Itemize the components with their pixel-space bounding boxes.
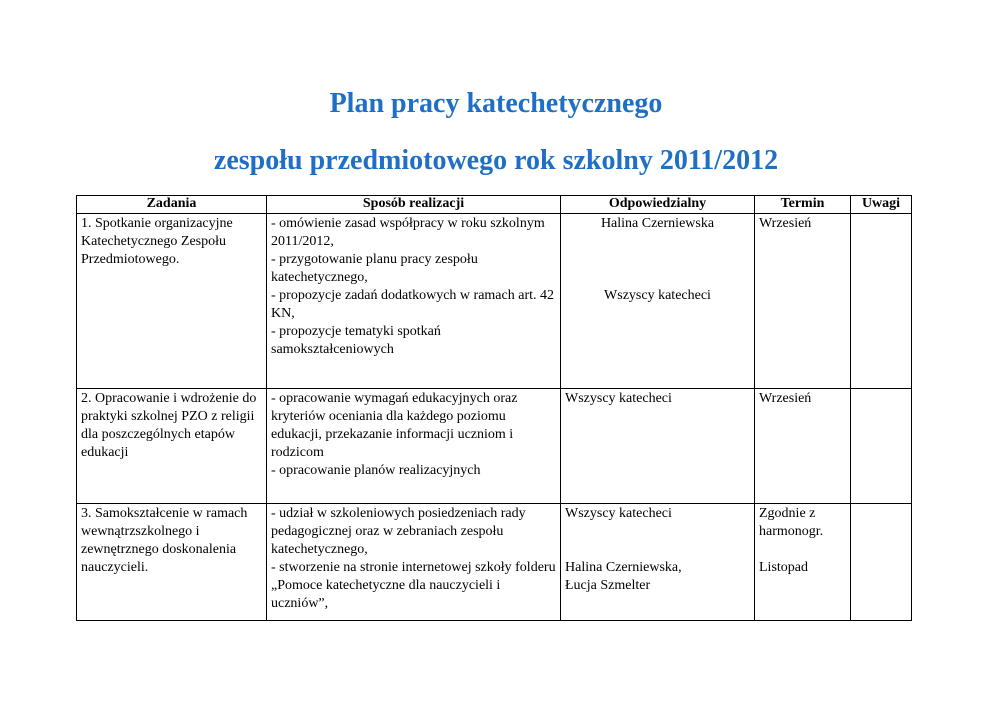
sposob-item: - opracowanie wymagań edukacyjnych oraz kryteriów oceniania dla każdego poziomu edukacji, przekazanie informacji uczniom i rodzicom <box>271 391 518 460</box>
termin-value: Listopad <box>759 560 808 575</box>
table-header-row <box>77 196 912 214</box>
header-sposob-realizacji: Sposób realizacji <box>267 196 561 214</box>
table-row <box>77 389 912 504</box>
cell-odpowiedzialny <box>561 389 755 504</box>
sposob-item: - opracowanie planów realizacyjnych <box>271 463 481 478</box>
responsible-person: Halina Czerniewska, <box>565 560 682 575</box>
document-title-line-1: Plan pracy katechetycznego <box>329 88 663 119</box>
cell-zadania: 1. Spotkanie organizacyjne Katechetycznego Zespołu Przedmiotowego. <box>77 214 267 389</box>
responsible-person: Łucja Szmelter <box>565 578 651 593</box>
sposob-item: - udział w szkoleniowych posiedzeniach rady pedagogicznej oraz w zebraniach zespołu katechetycznego, <box>271 506 526 557</box>
cell-sposob-realizacji <box>267 214 561 389</box>
sposob-item: - omówienie zasad współpracy w roku szkolnym 2011/2012, <box>271 216 545 249</box>
cell-uwagi <box>851 389 912 504</box>
cell-termin <box>755 504 851 621</box>
responsible-person: Wszyscy katecheci <box>565 391 672 406</box>
header-uwagi: Uwagi <box>851 196 912 214</box>
cell-termin <box>755 214 851 389</box>
sposob-item: - stworzenie na stronie internetowej szkoły folderu „Pomoce katechetyczne dla nauczycieli i uczniów”, <box>271 560 556 611</box>
plan-table <box>76 195 912 621</box>
sposob-item: - przygotowanie planu pracy zespołu katechetycznego, <box>271 252 478 285</box>
cell-termin <box>755 389 851 504</box>
table-row <box>77 504 912 621</box>
termin-value: Wrzesień <box>759 216 812 231</box>
cell-sposob-realizacji <box>267 389 561 504</box>
document-title-line-2: zespołu przedmiotowego rok szkolny 2011/2012 <box>213 145 779 176</box>
sposob-item: - propozycje tematyki spotkań samokształceniowych <box>271 324 441 357</box>
table-row <box>77 214 912 389</box>
termin-value: Wrzesień <box>759 391 812 406</box>
cell-uwagi <box>851 504 912 621</box>
cell-sposob-realizacji <box>267 504 561 621</box>
header-termin: Termin <box>755 196 851 214</box>
responsible-person: Wszyscy katecheci <box>604 288 711 303</box>
cell-zadania: 2. Opracowanie i wdrożenie do praktyki szkolnej PZO z religii dla poszczególnych etapów edukacji <box>77 389 267 504</box>
termin-value: Zgodnie z harmonogr. <box>759 506 824 539</box>
sposob-item: - propozycje zadań dodatkowych w ramach art. 42 KN, <box>271 288 554 321</box>
header-zadania: Zadania <box>77 196 267 214</box>
cell-zadania: 3. Samokształcenie w ramach wewnątrzszkolnego i zewnętrznego doskonalenia nauczycieli. <box>77 504 267 621</box>
responsible-person: Halina Czerniewska <box>600 216 715 231</box>
cell-odpowiedzialny <box>561 504 755 621</box>
responsible-person: Wszyscy katecheci <box>565 506 672 521</box>
header-odpowiedzialny: Odpowiedzialny <box>561 196 755 214</box>
cell-odpowiedzialny <box>561 214 755 389</box>
cell-uwagi <box>851 214 912 389</box>
